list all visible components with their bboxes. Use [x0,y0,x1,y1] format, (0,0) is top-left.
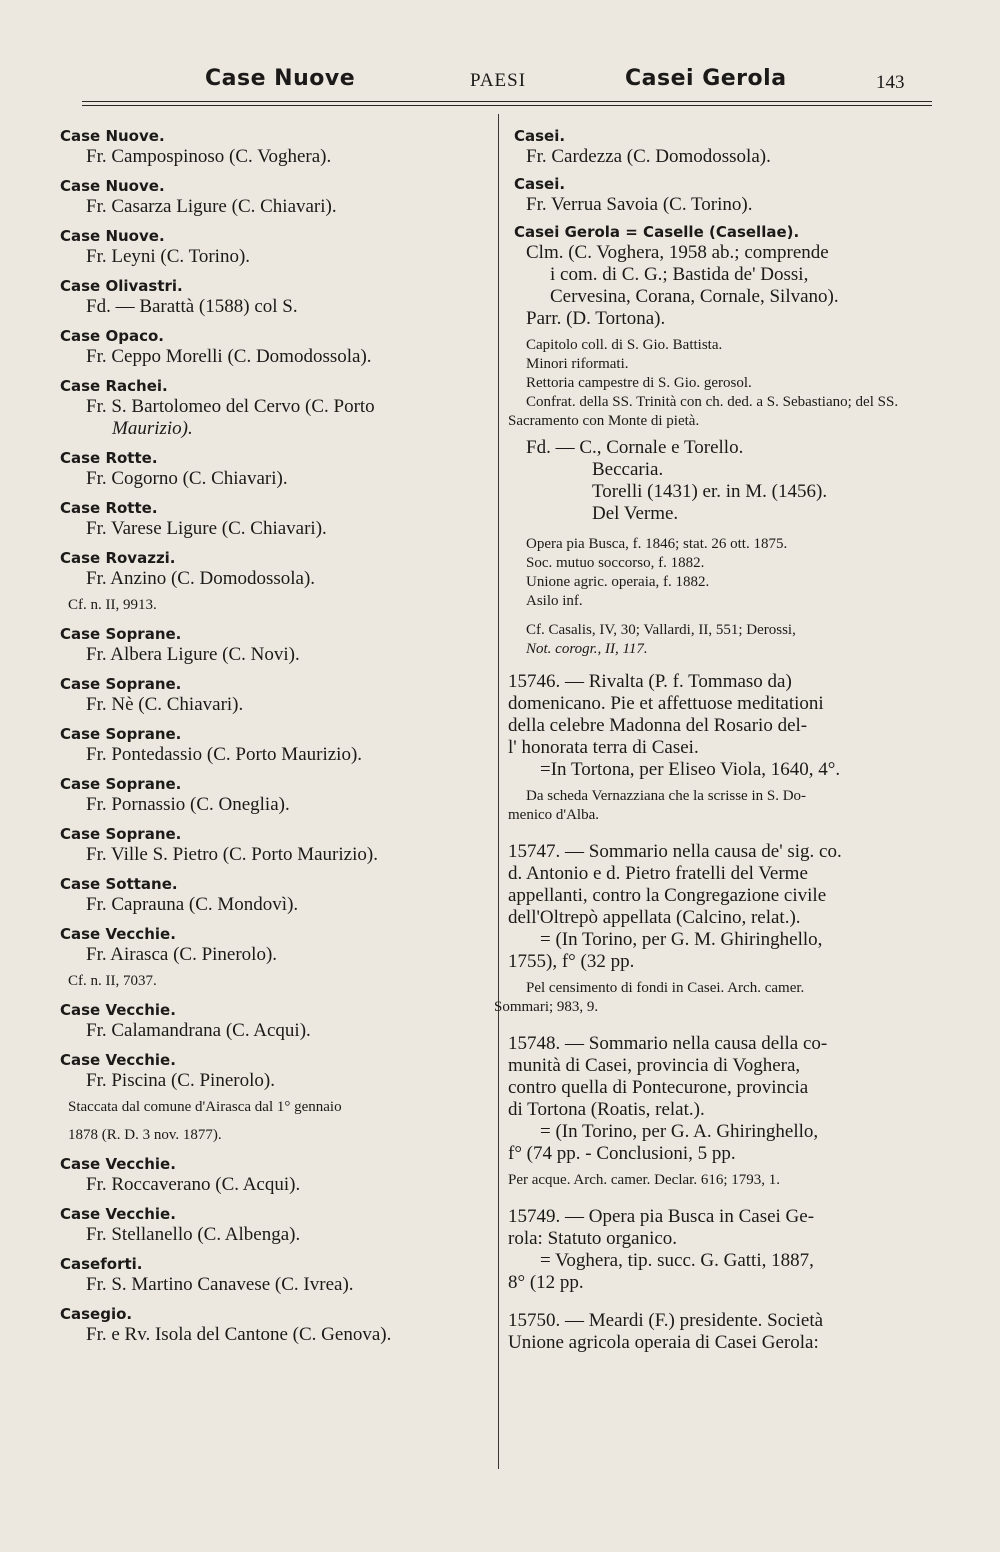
gazetteer-entry [60,1000,490,1042]
entry-line: appellanti, contro la Congregazione civile [508,885,827,906]
gazetteer-entry [60,126,490,168]
header-right-title: Casei Gerola [625,66,787,91]
place-detail: Fr. e Rv. Isola del Cantone (C. Genova). [86,1324,392,1345]
reference-line: Not. corogr., II, 117. [526,641,648,657]
place-detail: Fr. S. Martino Canavese (C. Ivrea). [86,1274,354,1295]
place-detail: Fr. Campospinoso (C. Voghera). [86,146,332,167]
imprint-line: = (In Torino, per G. A. Ghiringhello, [540,1121,819,1142]
imprint-line: f° (74 pp. - Conclusioni, 5 pp. [508,1143,736,1164]
place-name: Case Soprane. [60,625,182,643]
gazetteer-entry [60,326,490,368]
bibliography-entry-15746 [490,671,930,825]
gazetteer-entry [60,924,490,990]
header-rule [82,101,932,102]
place-name: Case Nuove. [60,127,165,145]
page-number: 143 [876,72,905,93]
entry-line: 15749. — Opera pia Busca in Casei Ge- [508,1206,815,1227]
commune-line: Cervesina, Corana, Cornale, Silvano). [550,286,839,307]
gazetteer-entry [60,498,490,540]
place-detail: Fr. Caprauna (C. Mondovì). [86,894,299,915]
place-detail: Fr. Pornassio (C. Oneglia). [86,794,290,815]
feud-line: Torelli (1431) er. in M. (1456). [592,481,828,502]
note-line: Da scheda Vernazziana che la scrisse in S. Do- [526,788,807,804]
gazetteer-entry [60,624,490,666]
place-detail: Fr. Varese Ligure (C. Chiavari). [86,518,327,539]
gazetteer-entry [60,774,490,816]
place-name: Case Rotte. [60,449,158,467]
society-line: Unione agric. operaia, f. 1882. [526,574,710,590]
feud-line: Fd. — C., Cornale e Torello. [526,437,744,458]
place-name: Case Soprane. [60,775,182,793]
right-column [490,126,930,1360]
reference-line: Cf. Casalis, IV, 30; Vallardi, II, 551; Derossi, [526,622,796,638]
place-detail: Fr. Calamandrana (C. Acqui). [86,1020,311,1041]
running-header [0,64,1000,104]
place-detail: Fr. Piscina (C. Pinerolo). [86,1070,275,1091]
note-line: 1878 (R. D. 3 nov. 1877). [68,1127,222,1143]
gazetteer-entry [60,1204,490,1246]
place-name: Casegio. [60,1305,133,1323]
gazetteer-entry [60,176,490,218]
entry-line: contro quella di Pontecurone, provincia [508,1077,809,1098]
place-name: Case Nuove. [60,227,165,245]
gazetteer-entry [60,1154,490,1196]
note-line: Cf. n. II, 9913. [68,597,157,613]
institution-line: Rettoria campestre di S. Gio. gerosol. [526,375,752,391]
society-line: Opera pia Busca, f. 1846; stat. 26 ott. 1875. [526,536,788,552]
entry-line: 15750. — Meardi (F.) presidente. Società [508,1310,824,1331]
bibliography-entry-15749 [490,1206,930,1294]
imprint-line: =In Tortona, per Eliseo Viola, 1640, 4°. [540,759,841,780]
place-detail: Fd. — Barattà (1588) col S. [86,296,298,317]
place-detail: Fr. Airasca (C. Pinerolo). [86,944,278,965]
place-detail: Maurizio). [112,418,193,439]
entry-line: domenicano. Pie et affettuose meditationi [508,693,824,714]
entry-line: rola: Statuto organico. [508,1228,678,1249]
commune-line: i com. di C. G.; Bastida de' Dossi, [550,264,809,285]
entry-line: dell'Oltrepò appellata (Calcino, relat.). [508,907,801,928]
place-name: Case Soprane. [60,725,182,743]
place-name: Case Vecchie. [60,1205,176,1223]
place-name: Case Olivastri. [60,277,183,295]
place-detail: Fr. Pontedassio (C. Porto Maurizio). [86,744,363,765]
place-name: Case Vecchie. [60,1001,176,1019]
institution-line: Minori riformati. [526,356,629,372]
place-name: Casei Gerola = Caselle (Casellae). [514,223,800,241]
place-detail: Fr. Ville S. Pietro (C. Porto Maurizio). [86,844,378,865]
society-line: Soc. mutuo soccorso, f. 1882. [526,555,705,571]
place-detail: Fr. Albera Ligure (C. Novi). [86,644,300,665]
place-name: Case Nuove. [60,177,165,195]
place-name: Case Opaco. [60,327,164,345]
place-name: Case Vecchie. [60,925,176,943]
place-detail: Fr. Leyni (C. Torino). [86,246,251,267]
gazetteer-entry [60,724,490,766]
commune-line: Clm. (C. Voghera, 1958 ab.; comprende [526,242,829,263]
note-line: menico d'Alba. [508,807,600,823]
place-detail: Fr. Stellanello (C. Albenga). [86,1224,301,1245]
imprint-line: = Voghera, tip. succ. G. Gatti, 1887, [540,1250,814,1271]
gazetteer-entry [60,874,490,916]
note-line: Sommari; 983, 9. [494,999,599,1015]
bibliography-entry-15750 [490,1310,930,1354]
gazetteer-entry [60,448,490,490]
entry-line: Unione agricola operaia di Casei Gerola: [508,1332,819,1353]
place-detail: Fr. Cardezza (C. Domodossola). [526,146,771,167]
place-name: Case Sottane. [60,875,178,893]
entry-line: munità di Casei, provincia di Voghera, [508,1055,801,1076]
place-name: Case Rovazzi. [60,549,176,567]
left-column [60,126,490,1354]
gazetteer-entry [60,674,490,716]
place-name: Case Soprane. [60,825,182,843]
entry-casei-cardezza [490,126,930,168]
place-name: Case Soprane. [60,675,182,693]
bibliography-entry-15747 [490,841,930,1017]
parish-line: Parr. (D. Tortona). [526,308,666,329]
header-left-title: Case Nuove [205,66,356,91]
note-line: Pel censimento di fondi in Casei. Arch. camer. [526,980,805,996]
place-detail: Fr. S. Bartolomeo del Cervo (C. Porto [86,396,375,417]
entry-line: 15746. — Rivalta (P. f. Tommaso da) [508,671,792,692]
gazetteer-entry [60,1050,490,1144]
gazetteer-entry [60,548,490,614]
place-name: Casei. [514,127,566,145]
gazetteer-entry [60,1304,490,1346]
place-detail: Fr. Ceppo Morelli (C. Domodossola). [86,346,372,367]
place-name: Case Vecchie. [60,1051,176,1069]
header-center-title: PAESI [470,70,527,91]
gazetteer-entry [60,376,490,440]
society-line: Asilo inf. [526,593,583,609]
place-detail: Fr. Anzino (C. Domodossola). [86,568,316,589]
entry-line: d. Antonio e d. Pietro fratelli del Verme [508,863,808,884]
entry-line: della celebre Madonna del Rosario del- [508,715,808,736]
note-line: Staccata dal comune d'Airasca dal 1° gennaio [68,1099,342,1115]
institution-line: Capitolo coll. di S. Gio. Battista. [526,337,723,353]
place-name: Case Vecchie. [60,1155,176,1173]
imprint-line: = (In Torino, per G. M. Ghiringhello, [540,929,823,950]
entry-line: di Tortona (Roatis, relat.). [508,1099,705,1120]
gazetteer-entry [60,226,490,268]
place-detail: Fr. Nè (C. Chiavari). [86,694,244,715]
header-rule-double [82,105,932,106]
entry-line: 15748. — Sommario nella causa della co- [508,1033,828,1054]
place-detail: Fr. Roccaverano (C. Acqui). [86,1174,301,1195]
place-name: Caseforti. [60,1255,143,1273]
place-name: Casei. [514,175,566,193]
entry-line: 15747. — Sommario nella causa de' sig. co. [508,841,842,862]
place-name: Case Rotte. [60,499,158,517]
gazetteer-entry [60,824,490,866]
place-detail: Fr. Cogorno (C. Chiavari). [86,468,288,489]
feud-line: Del Verme. [592,503,679,524]
entry-line: l' honorata terra di Casei. [508,737,699,758]
imprint-line: 8° (12 pp. [508,1272,584,1293]
place-detail: Fr. Casarza Ligure (C. Chiavari). [86,196,337,217]
entry-casei-gerola [490,222,930,659]
place-detail: Fr. Verrua Savoia (C. Torino). [526,194,753,215]
bibliography-entry-15748 [490,1033,930,1190]
gazetteer-entry [60,276,490,318]
place-name: Case Rachei. [60,377,168,395]
imprint-line: 1755), f° (32 pp. [508,951,635,972]
note-line: Cf. n. II, 7037. [68,973,157,989]
note-line: Per acque. Arch. camer. Declar. 616; 1793, 1. [508,1172,780,1188]
entry-casei-verrua [490,174,930,216]
institution-line: Confrat. della SS. Trinità con ch. ded. a S. Sebastiano; del SS. Sacramento con Monte di pietà. [508,394,899,429]
gazetteer-entry [60,1254,490,1296]
feud-line: Beccaria. [592,459,664,480]
